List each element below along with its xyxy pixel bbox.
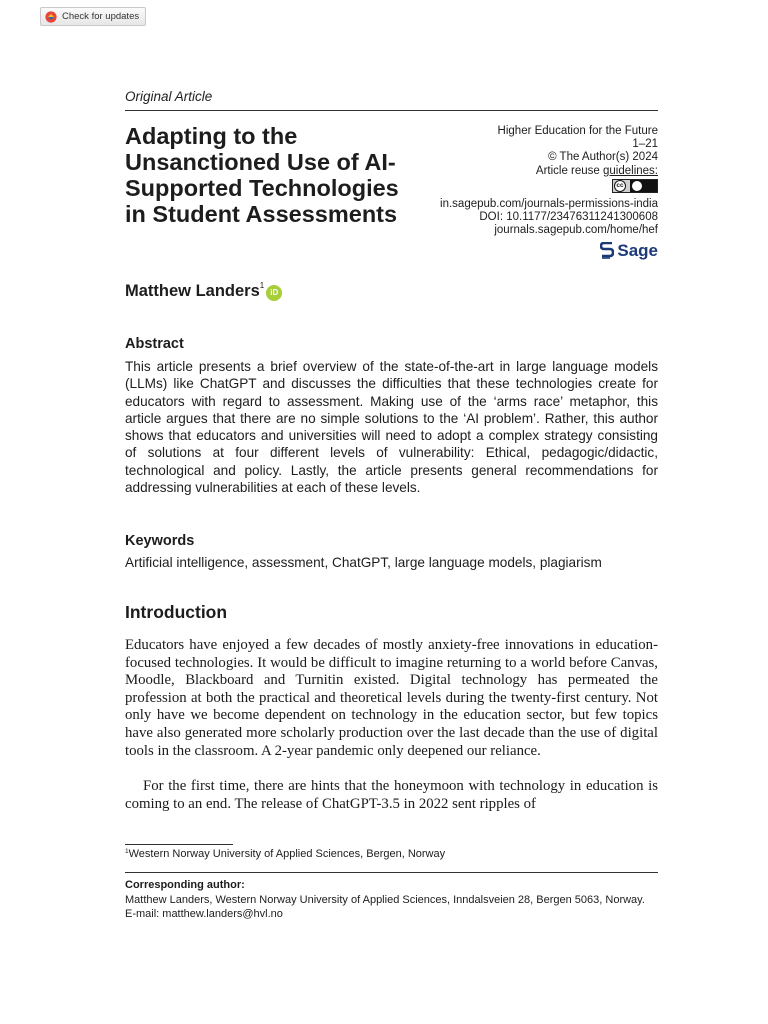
title-line: Supported Technologies bbox=[125, 175, 399, 201]
footnote-divider-2 bbox=[125, 872, 658, 873]
journal-name: Higher Education for the Future bbox=[497, 125, 658, 137]
title-line: in Student Assessments bbox=[125, 201, 398, 227]
by-icon bbox=[630, 180, 657, 192]
article-type: Original Article bbox=[125, 89, 213, 104]
header-divider bbox=[125, 110, 658, 111]
sage-logo-icon bbox=[600, 242, 614, 259]
sage-logo-text: Sage bbox=[617, 240, 658, 260]
cc-license-row bbox=[440, 178, 658, 198]
permissions-link[interactable]: in.sagepub.com/journals-permissions-india bbox=[440, 198, 658, 211]
footnote-text: Western Norway University of Applied Sciences, Bergen, Norway bbox=[128, 848, 446, 860]
crossmark-icon bbox=[45, 11, 57, 23]
cc-icon: cc bbox=[614, 180, 626, 192]
journal-homepage-link[interactable]: journals.sagepub.com/home/hef bbox=[494, 224, 658, 237]
author-name bbox=[125, 281, 282, 301]
footnote-marker: 1 bbox=[125, 848, 129, 855]
corresponding-author-email[interactable]: E-mail: matthew.landers@hvl.no bbox=[125, 908, 283, 920]
affiliation-footnote bbox=[125, 848, 445, 860]
reuse-prefix: Article reuse bbox=[535, 164, 604, 177]
sage-logo bbox=[600, 242, 658, 259]
title-line: Adapting to the bbox=[125, 123, 298, 149]
keywords-text: Artificial intelligence, assessment, ChatGPT, large language models, plagiarism bbox=[125, 555, 602, 570]
journal-metadata bbox=[440, 125, 658, 263]
body-paragraph: Educators have enjoyed a few decades of mostly anxiety-free innovations in education-focused technologies. It would be difficult to imagine returning to a world before Canvas, Moodle, Blackboard and Turnitin existed. Digital technology has permeated the profession at both the practical and theoretical levels during the twenty-first century. Not only have we become dependent on technology in the education sector, but few topics have also generated more scholarly production over the last decade than the use of digital tools in the classroom. A 2-year pandemic only deepened our reliance. bbox=[125, 637, 658, 759]
author-name-text: Matthew Landers bbox=[125, 282, 260, 300]
corresponding-author-address: Matthew Landers, Western Norway University of Applied Sciences, Inndalsveien 28, Bergen 5063, Norway. bbox=[125, 893, 645, 906]
reuse-guidelines-link[interactable]: guidelines: bbox=[603, 164, 658, 177]
reuse-guidelines bbox=[440, 165, 658, 178]
affiliation-marker: 1 bbox=[259, 281, 265, 290]
footnote-divider bbox=[125, 844, 233, 845]
orcid-icon[interactable]: iD bbox=[266, 285, 282, 301]
check-for-updates-label: Check for updates bbox=[62, 11, 140, 22]
copyright: © The Author(s) 2024 bbox=[548, 151, 658, 164]
introduction-heading: Introduction bbox=[125, 602, 228, 622]
body-paragraph: For the first time, there are hints that the honeymoon with technology in education is coming to an end. The release of ChatGPT-3.5 in 2022 sent ripples of bbox=[125, 778, 658, 812]
keywords-heading: Keywords bbox=[125, 533, 195, 549]
page-range: 1–21 bbox=[632, 138, 658, 151]
title-line: Unsanctioned Use of AI- bbox=[125, 149, 396, 175]
check-for-updates-button[interactable] bbox=[40, 7, 146, 26]
article-title bbox=[125, 123, 435, 227]
abstract-heading: Abstract bbox=[125, 336, 184, 352]
doi[interactable]: DOI: 10.1177/23476311241300608 bbox=[479, 211, 658, 224]
corresponding-author bbox=[125, 878, 658, 922]
cc-by-license-icon[interactable] bbox=[612, 179, 658, 193]
abstract-text: This article presents a brief overview of the state-of-the-art in large language models (LLMs) like ChatGPT and discusses the difficulties that these technologies create for educators with regard to assessment. Making use of the ‘arms race’ metaphor, this article argues that there are no simple solutions to the ‘AI problem’. Rather, this author shows that educators and universities will need to adopt a complex strategy consisting of solutions at four different levels of vulnerability: Ethical, pedagogic/didactic, technological and policy. Lastly, the article presents general recommendations for addressing vulnerabilities at each of these levels. bbox=[125, 359, 658, 496]
corresponding-author-heading: Corresponding author: bbox=[125, 879, 245, 891]
